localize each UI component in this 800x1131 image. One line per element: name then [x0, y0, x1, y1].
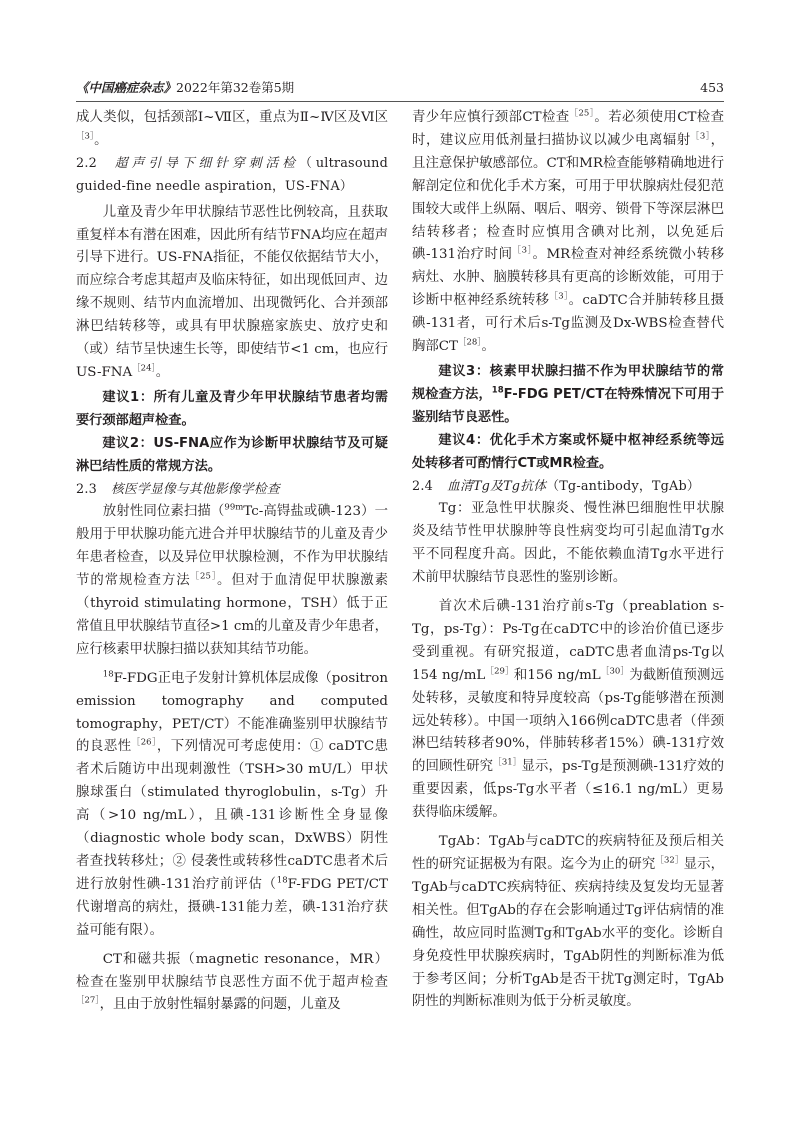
- journal-title: 《中国癌症杂志》: [76, 80, 177, 95]
- citation: ［27］: [76, 995, 100, 1006]
- citation: ［26］: [131, 738, 157, 748]
- paragraph-us-fna: 儿童及青少年甲状腺结节恶性比例较高，且获取重复样本有潜在困难，因此所有结节FNA均应在超声引导下进行。US-FNA指征，不能仅依据结节大小，而应综合考虑其超声及临床特征，如出现低回声、边缘不规则、结节内血流增加、出现微钙化、合并颈部淋巴结转移等，或具有甲状腺癌家族史、放疗史和（或）结节呈快速生长等，即使结节<1 cm，也应行$US-FNA^{[24]}$。: [76, 204, 389, 380]
- citation: ［30］: [600, 666, 630, 677]
- section-heading-2-2: 2.2 超声引导下细针穿刺活检（ultrasound guided-fine needle aspiration，US-FNA）: [76, 155, 389, 194]
- right-column: [412, 107, 724, 1014]
- recommendation-2: 建议2：US-FNA应作为诊断甲状腺结节及可疑淋巴结性质的常规方法。: [76, 435, 388, 474]
- paragraph-intro: 成人类似，包括颈部Ⅰ~Ⅶ区，重点为Ⅱ~Ⅳ区及Ⅵ区$^{[3]}$。: [76, 110, 388, 148]
- recommendation-3: 建议3：核素甲状腺扫描不作为甲状腺结节的常规检查方法，$^{18}$F-FDG PET/CT在特殊情况下可用于鉴别结节良恶性。: [412, 363, 725, 425]
- paragraph-ct-mr: CT和磁共振（magnetic resonance，MR）检查在鉴别甲状腺结节良恶性方面不优于超声检查$^{[27]}$，且由于放射性辐射暴露的问题，儿童及: [76, 951, 388, 1013]
- citation: ［31］: [493, 757, 522, 768]
- paragraph-pet-ct: $^{18}$F-FDG正电子发射计算机体层成像（positron emission tomography and computed tomography，PET/CT）不能准确鉴别甲状腺结节的良恶性$^{[26]}$，下列情况可考虑使用：① caDTC患者术后随访中出现刺激性（TSH>30 mU/L）甲状腺球蛋白（stimulated thyroglobulin，s-Tg）升高（>10 ng/mL），且碘-131诊断性全身显像（diagnostic whole body scan，DxWBS）阴性者查找转移灶；② 侵袭性或转移性caDTC患者术后进行放射性碘-131治疗前评估（$^{18}$F-FDG PET/CT代谢增高的病灶，摄碘-131能力差，碘-131治疗获益可能有限）。: [76, 669, 388, 938]
- running-header: [76, 78, 724, 98]
- citation: ［25］: [569, 108, 595, 119]
- paragraph-radioisotope: 放射性同位素扫描（$^{99m}$Tc-高锝盐或碘-123）一般用于甲状腺功能亢进合并甲状腺结节的儿童及青少年患者检查，以及异位甲状腺检测，不作为甲状腺结节的常规检查方法$^{[25]}$。但对于血清促甲状腺激素（thyroid stimulating hormone，TSH）低于正常值且甲状腺结节直径>1 cm的儿童及青少年患者，应行核素甲状腺扫描以获知其结节功能。: [76, 502, 389, 657]
- citation: ［3］: [512, 245, 533, 256]
- citation: ［25］: [190, 571, 218, 582]
- citation: ［24］: [132, 363, 156, 374]
- citation: ［29］: [485, 666, 514, 677]
- left-column: [76, 107, 388, 1017]
- journal-issue: [76, 78, 294, 98]
- citation: ［28］: [457, 337, 482, 348]
- recommendation-4: 建议4：优化手术方案或怀疑中枢神经系统等远处转移者可酌情行CT或MR检查。: [412, 432, 724, 471]
- page-number: 453: [700, 80, 724, 95]
- paragraph-ct-continued: 青少年应慎行颈部CT检查$^{[25]}$。若必须使用CT检查时，建议应用低剂量扫描协议以减少电离辐射$^{[3]}$，且注意保护敏感部位。CT和MR检查能够精确地进行解剖定位和优化手术方案，可用于甲状腺病灶侵犯范围较大或伴上纵隔、咽后、咽旁、锁骨下等深层淋巴结转移者；检查时应慎用含碘对比剂，以免延后碘-131治疗时间$^{[3]}$。MR检查对神经系统微小转移病灶、水肿、脑膜转移具有更高的诊断效能，可用于诊断中枢神经系统转移$^{[3]}$。caDTC合并肺转移且摄碘-131者，可行术后s-Tg监测及Dx-WBS检查替代胸部$CT^{[28]}$。: [412, 108, 724, 355]
- paragraph-ps-tg: 首次术后碘-131治疗前s-Tg（preablation s-Tg，ps-Tg）：Ps-Tg在caDTC中的诊治价值已逐步受到重视。有研究报道，caDTC患者血清ps-Tg以154 $ng/mL^{[29]}$和156 $ng/mL^{[30]}$为截断值预测远处转移，灵敏度和特异度较高（ps-Tg能够潜在预测远处转移）。中国一项纳入166例caDTC患者（伴颈淋巴结转移者90%，伴肺转移者15%）碘-131疗效的回顾性研究$^{[31]}$显示，ps-Tg是预测碘-131疗效的重要因素，低ps-Tg水平者（≤16.1 ng/mL）更易获得临床缓解。: [412, 599, 724, 821]
- section-heading-2-3: 2.3 核医学显像与其他影像学检查: [76, 481, 280, 497]
- section-heading-2-4: 2.4 血清Tg及Tg抗体（Tg-antibody，TgAb）: [412, 478, 700, 494]
- citation: ［32］: [655, 855, 684, 866]
- citation: ［3］: [549, 291, 569, 302]
- citation: ［3］: [690, 131, 711, 142]
- paragraph-tgab: TgAb：TgAb与caDTC的疾病特征及预后相关性的研究证据极为有限。迄今为止的研究$^{[32]}$显示，TgAb与caDTC疾病特征、疾病持续及复发均无显著相关性。但TgAb的存在会影响通过Tg评估病情的准确性，故应同时监测Tg和TgAb水平的变化。诊断自身免疫性甲状腺疾病时，TgAb阴性的判断标准为低于参考区间；分析TgAb是否干扰Tg测定时，TgAb阴性的判断标准则为低于分析灵敏度。: [412, 834, 725, 1010]
- citation: ［3］: [76, 131, 95, 142]
- paragraph-tg: Tg：亚急性甲状腺炎、慢性淋巴细胞性甲状腺炎及结节性甲状腺肿等良性病变均可引起血清Tg水平不同程度升高。因此，不能依赖血清Tg水平进行术前甲状腺结节良恶性的鉴别诊断。: [412, 501, 724, 586]
- header-rule: [76, 101, 724, 102]
- recommendation-1: 建议1：所有儿童及青少年甲状腺结节患者均需要行颈部超声检查。: [76, 389, 388, 428]
- issue-info: 2022年第32卷第5期: [176, 80, 295, 95]
